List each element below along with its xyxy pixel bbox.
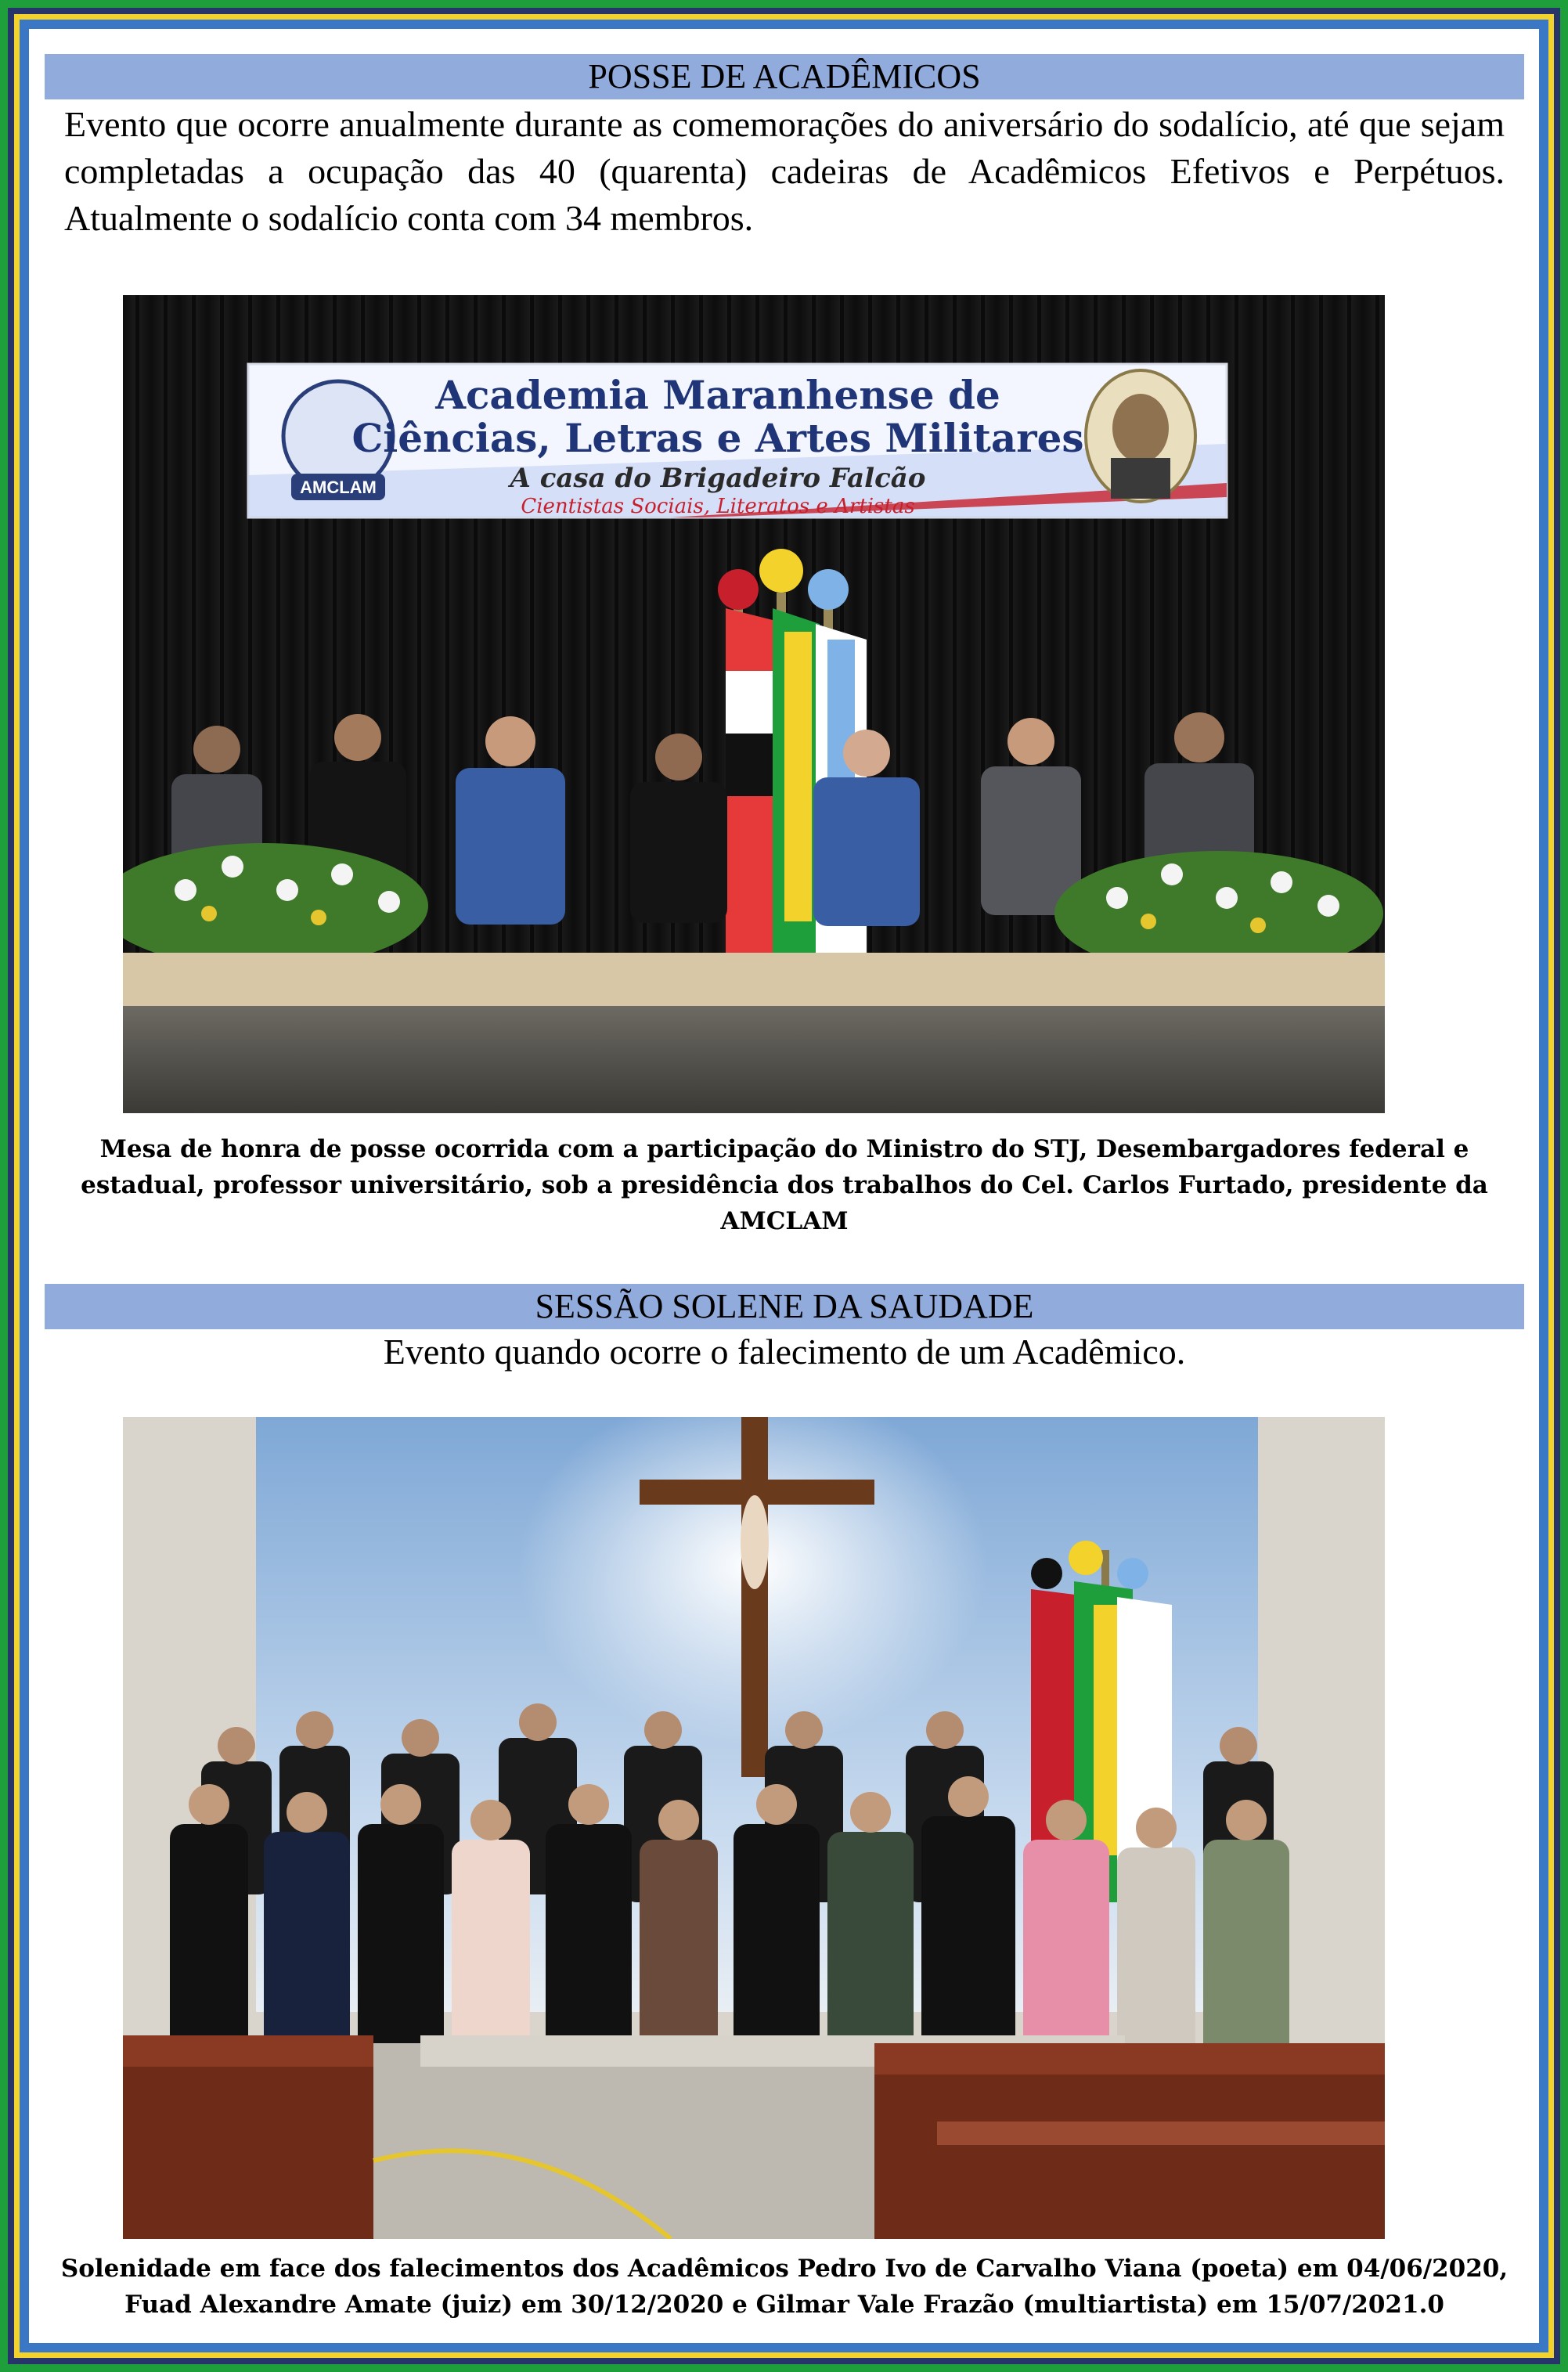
page-border-navy [8, 8, 1560, 2364]
section-heading-posse: POSSE DE ACADÊMICOS [45, 54, 1524, 99]
banner-logo-text: AMCLAM [300, 478, 377, 497]
photo-honor-table [123, 295, 1385, 1113]
caption-memorial-session: Solenidade em face dos falecimentos dos Acadêmicos Pedro Ivo de Carvalho Viana (poeta) em 04/06/2020, Fuad Alexandre Amate (juiz) em 30/12/2020 e Gilmar Vale Frazão (multiartista) em 15/07/2021.0 [60, 2255, 1509, 2319]
caption-honor-table: Mesa de honra de posse ocorrida com a participação do Ministro do STJ, Desembargadores federal e estadual, professor universitário, sob a presidência dos trabalhos do Cel. Carlos Furtado, presidente da AMCLAM [81, 1135, 1488, 1235]
page-content [29, 29, 1539, 2343]
section-paragraph-posse: Evento que ocorre anualmente durante as comemorações do aniversário do sodalício, até que sejam completadas a ocupação das 40 (quarenta) cadeiras de Acadêmicos Efetivos e Perpétuos. Atualmente o sodalício conta com 34 membros. [64, 104, 1505, 238]
banner-subtitle: A casa do Brigadeiro Falcão [510, 463, 926, 494]
photo-memorial-session [123, 1417, 1385, 2239]
banner-title-line1: Academia Maranhense de [435, 372, 1000, 418]
banner-title-line2: Ciências, Letras e Artes Militares [351, 415, 1084, 461]
section-paragraph-saudade: Evento quando ocorre o falecimento de um Acadêmico. [383, 1332, 1186, 1372]
page-border-blue [20, 20, 1548, 2352]
page-border-yellow [14, 14, 1554, 2358]
banner-tagline: Cientistas Sociais, Literatos e Artistas [521, 495, 915, 518]
section-heading-saudade: SESSÃO SOLENE DA SAUDADE [45, 1284, 1524, 1329]
